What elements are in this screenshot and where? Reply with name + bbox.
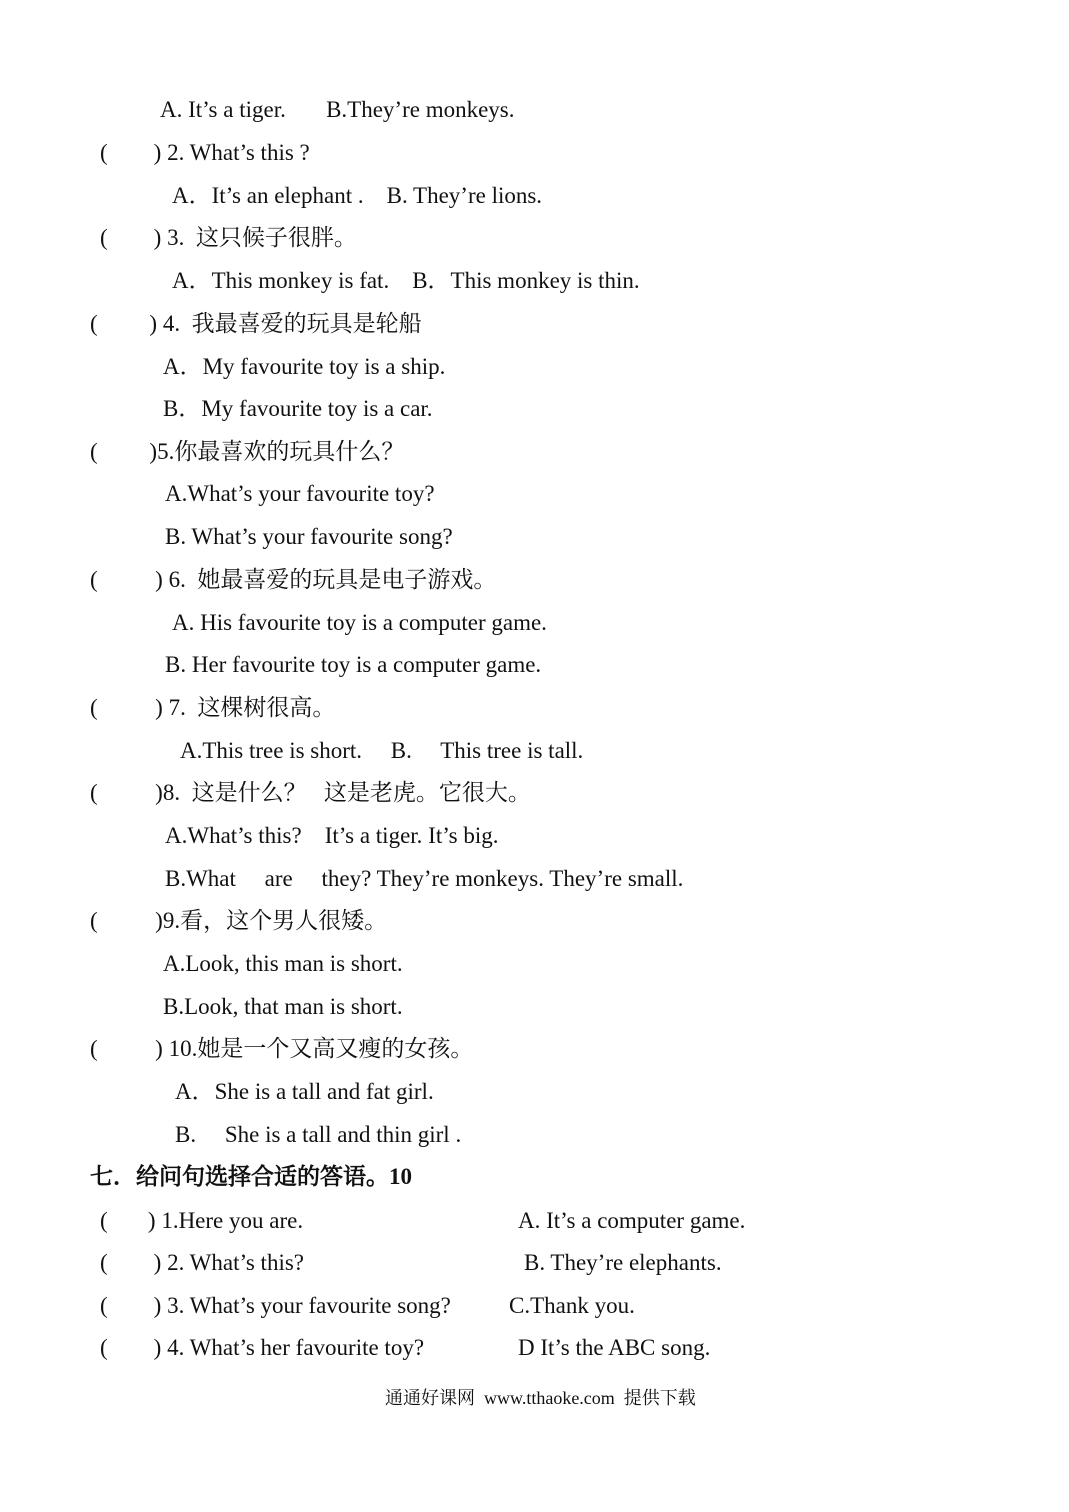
q9-option-b: B.Look, that man is short.	[163, 994, 403, 1019]
match-answer-a: A. It’s a computer game.	[518, 1208, 746, 1233]
q8-question: ( )8. 这是什么？ 这是老虎。它很大。	[90, 780, 531, 805]
q3-question: ( ) 3. 这只候子很胖。	[100, 225, 357, 250]
q10-question: ( ) 10.她是一个又高又瘦的女孩。	[90, 1036, 474, 1061]
q8-option-a: A.What’s this? It’s a tiger. It’s big.	[165, 823, 499, 848]
q10-option-b: B. She is a tall and thin girl .	[175, 1122, 462, 1147]
match-q1: ( ) 1.Here you are.	[100, 1208, 304, 1233]
q8-option-b: B.What are they? They’re monkeys. They’re small.	[165, 866, 684, 891]
q2-options: A．It’s an elephant . B. They’re lions.	[172, 183, 543, 208]
q2-question: ( ) 2. What’s this ?	[100, 140, 310, 165]
q1-options: A. It’s a tiger. B.They’re monkeys.	[160, 97, 515, 122]
match-answer-d: D It’s the ABC song.	[518, 1335, 711, 1360]
q3-options: A．This monkey is fat. B．This monkey is thin.	[172, 268, 640, 293]
q7-options: A.This tree is short. B. This tree is tall.	[180, 738, 584, 763]
q5-option-a: A.What’s your favourite toy?	[165, 481, 435, 506]
match-answer-c: C.Thank you.	[509, 1293, 635, 1318]
q9-option-a: A.Look, this man is short.	[163, 951, 403, 976]
q6-option-a: A. His favourite toy is a computer game.	[172, 610, 547, 635]
page-footer: 通通好课网 www.tthaoke.com 提供下载	[385, 1388, 696, 1408]
q7-question: ( ) 7. 这棵树很高。	[90, 695, 336, 720]
q5-question: ( )5.你最喜欢的玩具什么？	[90, 439, 405, 464]
q4-option-b: B．My favourite toy is a car.	[163, 396, 433, 421]
match-q4: ( ) 4. What’s her favourite toy?	[100, 1335, 425, 1360]
q10-option-a: A．She is a tall and fat girl.	[175, 1079, 434, 1104]
section-7-heading: 七．给问句选择合适的答语。10	[90, 1164, 412, 1189]
q6-option-b: B. Her favourite toy is a computer game.	[165, 652, 542, 677]
match-answer-b: B. They’re elephants.	[524, 1250, 722, 1275]
q5-option-b: B. What’s your favourite song?	[165, 524, 453, 549]
q4-option-a: A．My favourite toy is a ship.	[163, 354, 446, 379]
q9-question: ( )9.看，这个男人很矮。	[90, 908, 388, 933]
match-q2: ( ) 2. What’s this?	[100, 1250, 304, 1275]
q4-question: ( ) 4. 我最喜爱的玩具是轮船	[90, 311, 422, 336]
q6-question: ( ) 6. 她最喜爱的玩具是电子游戏。	[90, 567, 497, 592]
match-q3: ( ) 3. What’s your favourite song?	[100, 1293, 451, 1318]
